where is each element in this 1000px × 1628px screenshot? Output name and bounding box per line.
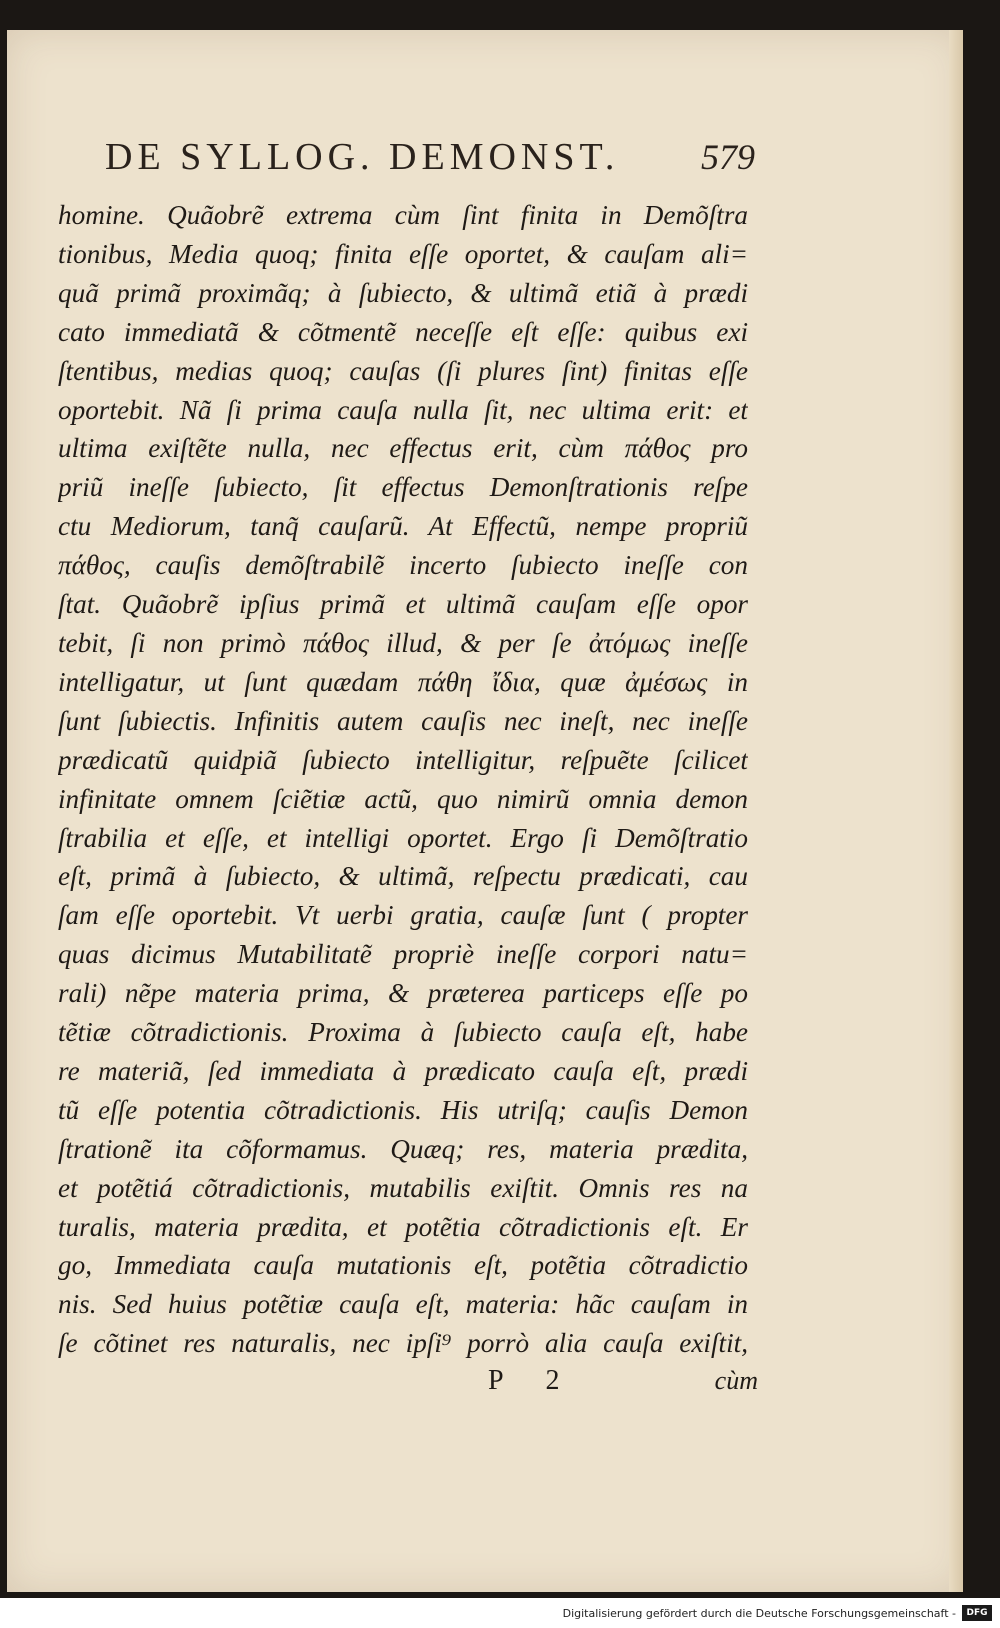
funding-text: Digitalisierung gefördert durch die Deutsche Forschungsgemeinschaft - [562,1606,956,1620]
body-text [58,196,748,1363]
text-line: homine. Quãobrẽ extrema cùm ſint finita in Demõſtra [58,200,748,230]
text-line: ſtentibus, medias quoq; cauſas (ſi plures ſint) finitas eſſe [58,355,748,386]
text-line: et potẽtiá cõtradictionis, mutabilis exiſtit. Omnis res na [58,1172,748,1203]
text-line: tionibus, Media quoq; finita eſſe oportet, & cauſam ali= [58,238,748,269]
page-footer [488,1365,758,1397]
text-line: tebit, ſi non primò πάθος illud, & per ſe ἀτόμως ineſſe [58,627,748,658]
text-line: turalis, materia prædita, et potẽtia cõtradictionis eſt. Er [58,1211,748,1242]
dfg-logo: DFG [962,1605,992,1621]
text-line: ultima exiſtẽte nulla, nec effectus erit, cùm πάθος pro [58,433,748,464]
text-line: go, Immediata cauſa mutationis eſt, potẽtia cõtradictio [58,1250,748,1281]
text-line: ctu Mediorum, tanq̃ cauſarũ. At Effectũ, nempe propriũ [58,511,748,542]
text-line: re materiã, ſed immediata à prædicato cauſa eſt, prædi [58,1055,748,1086]
text-line: ſunt ſubiectis. Infinitis autem cauſis nec ineſt, nec ineſſe [58,705,748,736]
text-line: infinitate omnem ſciẽtiæ actũ, quo nimirũ omnia demon [58,783,748,814]
text-line: priũ ineſſe ſubiecto, ſit effectus Demonſtrationis reſpe [58,472,748,503]
text-line: cato immediatã & cõtmentẽ neceſſe eſt eſſe: quibus exi [58,316,748,347]
text-line: intelligatur, ut ſunt quædam πάθη ἴδια, quæ ἀμέσως in [58,666,748,697]
text-line: prædicatũ quidpiã ſubiecto intelligitur, reſpuẽte ſcilicet [58,744,748,775]
text-line: tẽtiæ cõtradictionis. Proxima à ſubiecto cauſa eſt, habe [58,1017,748,1048]
text-line: rali) nẽpe materia prima, & præterea particeps eſſe po [58,978,748,1009]
funding-bar [0,1598,1000,1628]
text-line: ſe cõtinet res naturalis, nec ipſi⁹ porrò alia cauſa exiſtit, [58,1328,748,1359]
page-header [105,135,755,179]
catchword: cùm [714,1366,758,1395]
text-line: nis. Sed huius potẽtiæ cauſa eſt, materia: hãc cauſam in [58,1289,748,1320]
text-line: πάθος, cauſis demõſtrabilẽ incerto ſubiecto ineſſe con [58,550,748,581]
text-line: ſam eſſe oportebit. Vt uerbi gratia, cauſæ ſunt ( propter [58,900,748,931]
page-edge [949,30,963,1592]
text-line: ſtat. Quãobrẽ ipſius primã et ultimã cauſam eſſe opor [58,589,748,620]
page-number: 579 [701,137,755,177]
text-line: quas dicimus Mutabilitatẽ propriè ineſſe corpori natu= [58,939,748,970]
running-head: DE SYLLOG. DEMONST. [105,136,620,178]
text-line: ſtrabilia et eſſe, et intelligi oportet. Ergo ſi Demõſtratio [58,822,748,853]
text-line: eſt, primã à ſubiecto, & ultimã, reſpectu prædicati, cau [58,861,748,892]
text-line: ſtrationẽ ita cõformamus. Quæq; res, materia prædita, [58,1133,748,1164]
text-line: oportebit. Nã ſi prima cauſa nulla ſit, nec ultima erit: et [58,394,748,425]
signature-mark: P 2 [488,1365,578,1396]
text-line: tũ eſſe potentia cõtradictionis. His utriſq; cauſis Demon [58,1094,748,1125]
text-line: quã primã proximãq; à ſubiecto, & ultimã etiã à prædi [58,277,748,308]
